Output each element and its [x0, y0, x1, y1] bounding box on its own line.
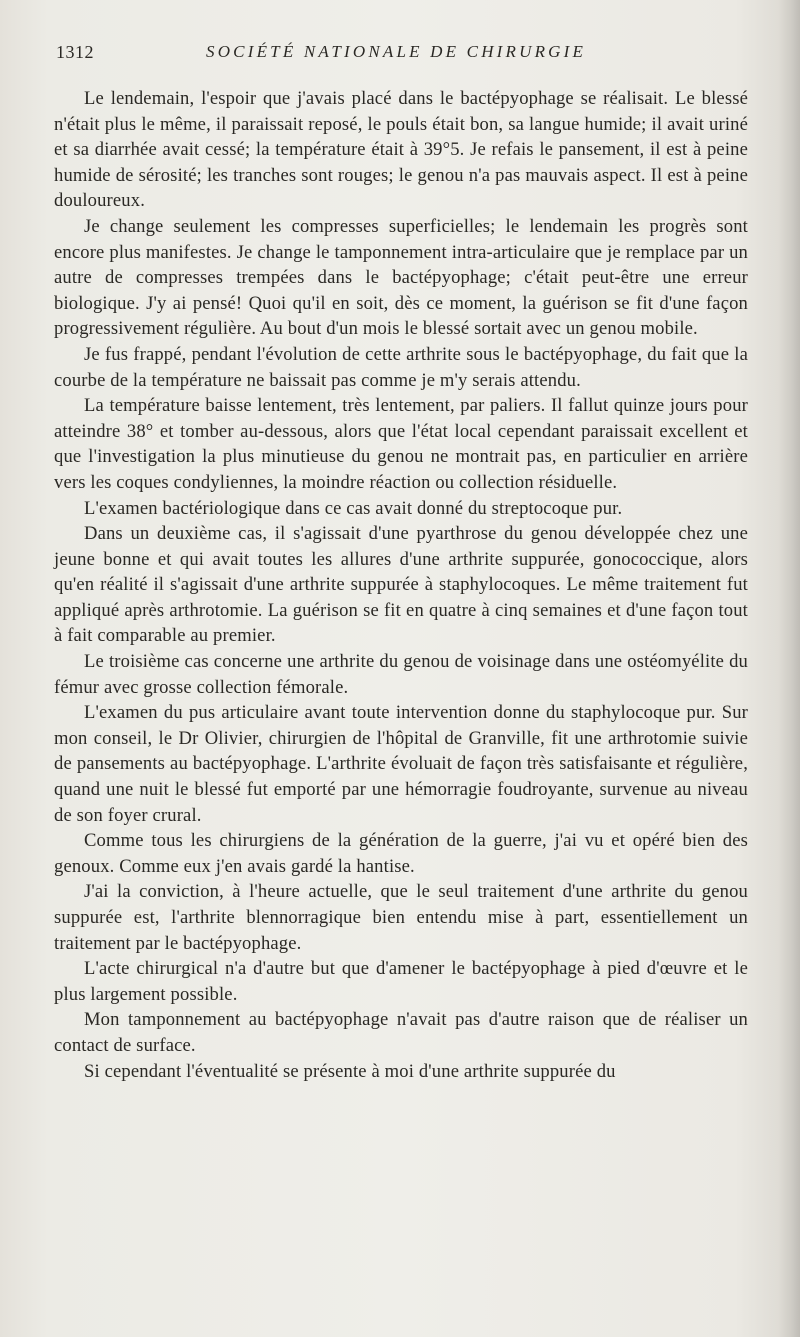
paragraph: L'acte chirurgical n'a d'autre but que d'amener le bactépyophage à pied d'œuvre et le plus largement possible.	[54, 958, 748, 1005]
paragraph: L'examen bactériologique dans ce cas avait donné du streptocoque pur.	[84, 497, 623, 519]
paragraph: Comme tous les chirurgiens de la génération de la guerre, j'ai vu et opéré bien des genoux. Comme eux j'en avais gardé la hantise.	[54, 830, 748, 877]
paragraph: L'examen du pus articulaire avant toute intervention donne du staphylocoque pur. Sur mon conseil, le Dr Olivier, chirurgien de l'hôpital de Granville, fit une arthrotomie suivie de pansements au bactépyophage. L'arthrite évoluait de façon très satisfaisante et régulière, quand une nuit le blessé fut emporté par une hémorragie foudroyante, survenue au niveau de son foyer crural.	[54, 702, 748, 826]
paragraph: J'ai la conviction, à l'heure actuelle, que le seul traitement d'une arthrite du genou suppurée est, l'arthrite blennorragique bien entendu mise à part, essentiellement un traitement par le bactépyophage.	[54, 881, 748, 954]
paragraph: La température baisse lentement, très lentement, par paliers. Il fallut quinze jours pour atteindre 38° et tomber au-dessous, alors que l'état local cependant paraissait excellent et que l'investigation la plus minutieuse du genou ne montrait pas, en particulier en arrière vers les coques condyliennes, la moindre réaction ou collection résiduelle.	[54, 395, 748, 493]
paragraph: Mon tamponnement au bactépyophage n'avait pas d'autre raison que de réaliser un contact de surface.	[54, 1009, 748, 1056]
body-text	[54, 86, 748, 1084]
page-number: 1312	[56, 42, 94, 62]
page-header	[56, 42, 746, 68]
paragraph: Si cependant l'éventualité se présente à moi d'une arthrite suppurée du	[84, 1060, 616, 1082]
paragraph: Le troisième cas concerne une arthrite du genou de voisinage dans une ostéomyélite du fémur avec grosse collection fémorale.	[54, 651, 748, 698]
paragraph: Je fus frappé, pendant l'évolution de cette arthrite sous le bactépyophage, du fait que la courbe de la température ne baissait pas comme je m'y serais attendu.	[54, 343, 748, 391]
paragraph: Le lendemain, l'espoir que j'avais placé dans le bactépyophage se réalisait. Le blessé n'était plus le même, il paraissait reposé, le pouls était bon, sa langue humide; il avait uriné et sa diarrhée avait cessé; la température était à 39°5. Je refais le pansement, il est à peine humide de sérosité; les tranches sont rouges; le genou n'a pas mauvais aspect. Il est à peine douloureux.	[54, 88, 748, 212]
paragraph: Dans un deuxième cas, il s'agissait d'une pyarthrose du genou développée chez une jeune bonne et qui avait toutes les allures d'une arthrite suppurée, gonococcique, alors qu'en réalité il s'agissait d'une arthrite suppurée à staphylocoques. Le même traitement fut appliqué après arthrotomie. La guérison se fit en quatre à cinq semaines et d'une façon tout à fait comparable au premier.	[54, 523, 748, 647]
page-edge-shadow	[778, 0, 800, 1337]
running-head: SOCIÉTÉ NATIONALE DE CHIRURGIE	[206, 42, 587, 61]
paragraph: Je change seulement les compresses superficielles; le lendemain les progrès sont encore plus manifestes. Je change le tamponnement intra-articulaire que je remplace par un autre de compresses trempées dans le bactépyophage; c'était peut-être une erreur biologique. J'y ai pensé! Quoi qu'il en soit, dès ce moment, la guérison se fit d'une façon progressivement régulière. Au bout d'un mois le blessé sortait avec un genou mobile.	[54, 215, 748, 340]
